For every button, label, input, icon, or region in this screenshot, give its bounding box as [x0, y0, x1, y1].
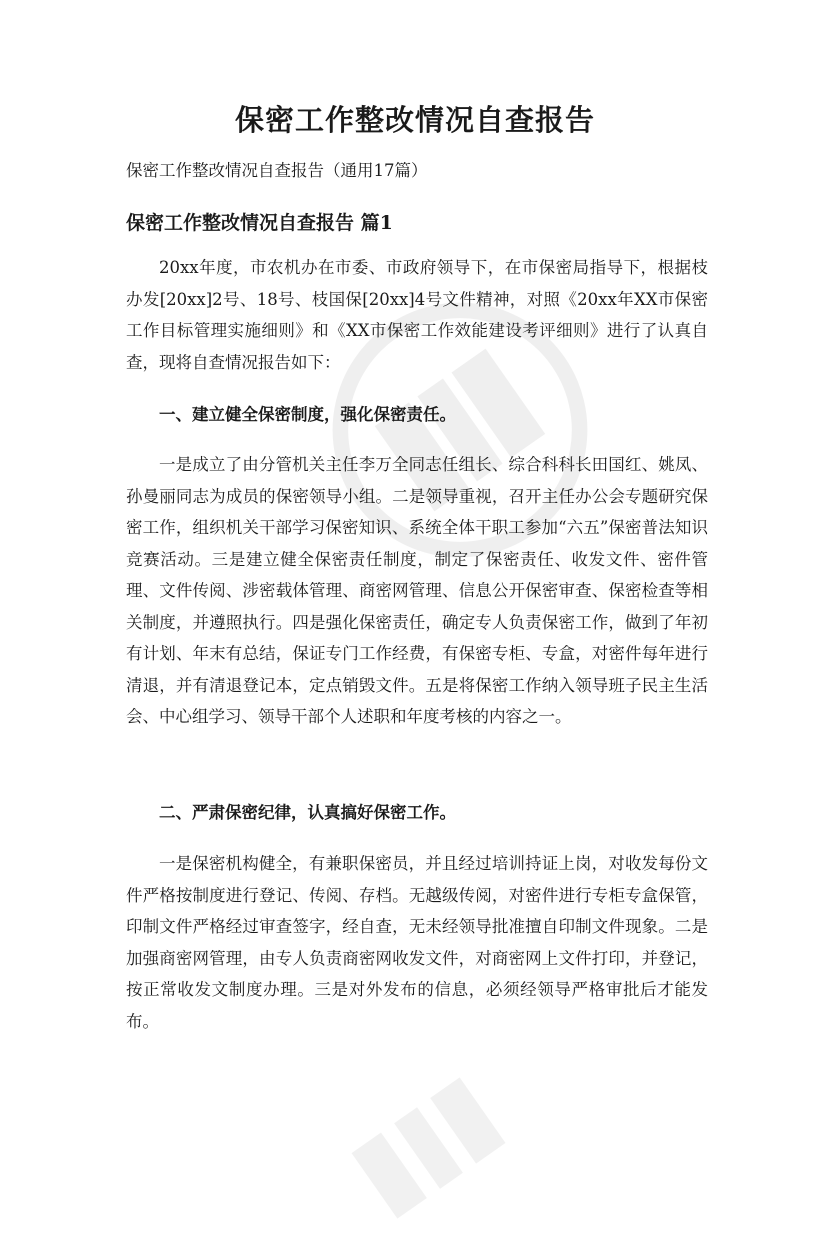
section-heading: 保密工作整改情况自查报告 篇1 [126, 212, 393, 234]
watermark-fragment-icon [324, 1033, 557, 1246]
document-title: 保密工作整改情况自查报告 [234, 103, 595, 137]
heading-two: 二、严肃保密纪律，认真搞好保密工作。 [159, 803, 456, 822]
paragraph-one: 一是成立了由分管机关主任李万全同志任组长、综合科科长田国红、姚凤、孙曼丽同志为成员的保密领导小组。二是领导重视，召开主任办公会专题研究保密工作，组织机关干部学习保密知识、系统全体干职工参加“六五”保密普法知识竞赛活动。三是建立健全保密责任制度，制定了保密责任、收发文件、密件管理、文件传阅、涉密载体管理、商密网管理、信息公开保密审查、保密检查等相关制度，并遵照执行。四是强化保密责任，确定专人负责保密工作，做到了年初有计划、年末有总结，保证专门工作经费，有保密专柜、专盒，对密件每年进行清退，并有清退登记本，定点销毁文件。五是将保密工作纳入领导班子民主生活会、中心组学习、领导干部个人述职和年度考核的内容之一。 [126, 455, 708, 726]
paragraph-two: 一是保密机构健全，有兼职保密员，并且经过培训持证上岗，对收发每份文件严格按制度进行登记、传阅、存档。无越级传阅，对密件进行专柜专盒保管，印制文件严格经过审查签字，经自查，无未经领导批准擅自印制文件现象。二是加强商密网管理，由专人负责商密网收发文件，对商密网上文件打印，并登记，按正常收发文制度办理。三是对外发布的信息，必须经领导严格审批后才能发布。 [126, 854, 708, 1031]
intro-paragraph: 20xx年度，市农机办在市委、市政府领导下，在市保密局指导下，根据枝办发[20xx]2号、18号、枝国保[20xx]4号文件精神，对照《20xx年XX市保密工作目标管理实施细则》和《XX市保密工作效能建设考评细则》进行了认真自查，现将自查情况报告如下： [126, 258, 708, 372]
document-subtitle: 保密工作整改情况自查报告（通用17篇） [126, 161, 428, 180]
heading-one: 一、建立健全保密制度，强化保密责任。 [159, 405, 456, 424]
